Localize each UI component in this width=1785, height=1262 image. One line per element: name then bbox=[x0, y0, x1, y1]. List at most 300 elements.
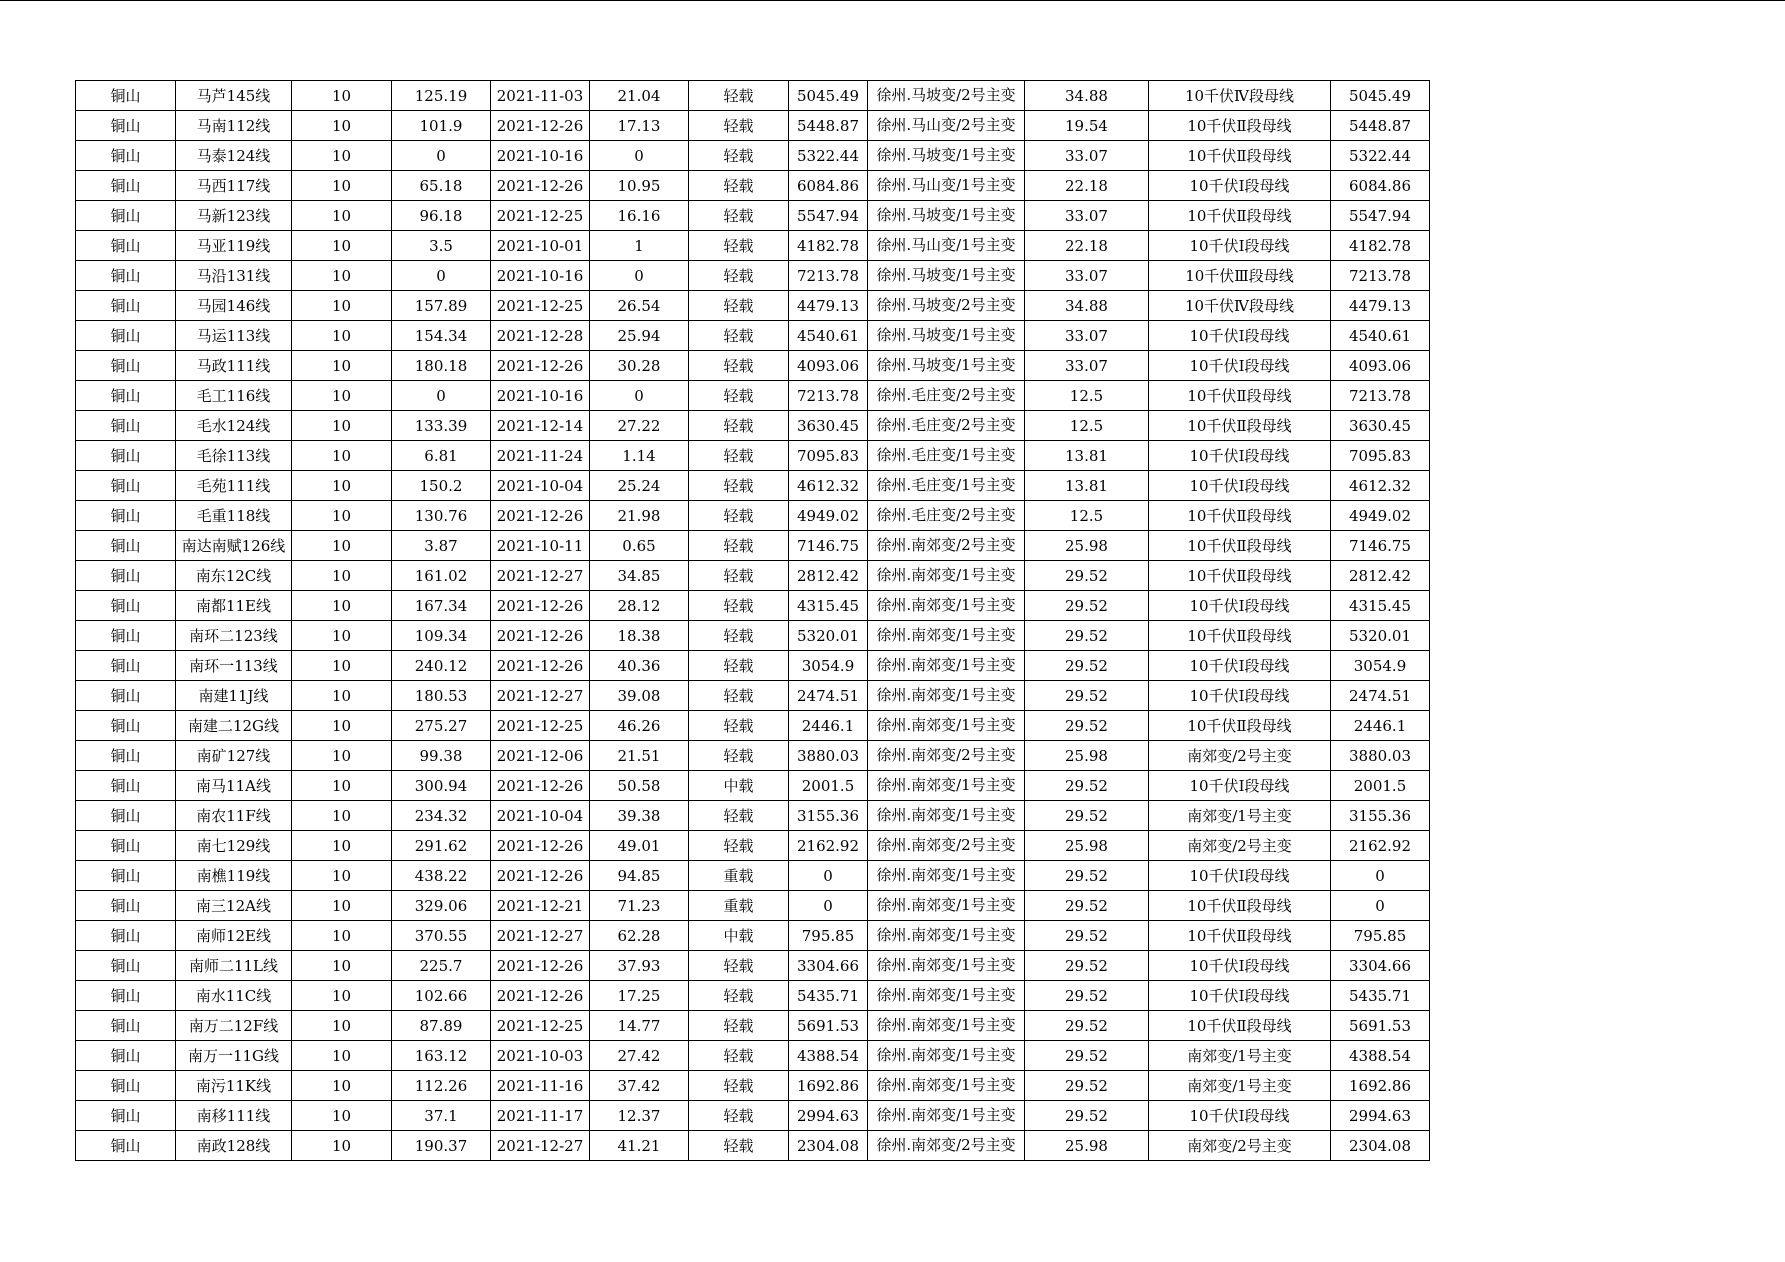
cell-district: 铜山 bbox=[76, 1041, 176, 1071]
cell-feeder-name: 毛水124线 bbox=[176, 411, 292, 441]
cell-voltage: 10 bbox=[292, 381, 392, 411]
cell-source-transformer: 徐州.南郊变/1号主变 bbox=[868, 771, 1025, 801]
cell-remaining-capacity: 4540.61 bbox=[1331, 321, 1430, 351]
cell-voltage: 10 bbox=[292, 801, 392, 831]
table-row bbox=[76, 111, 1430, 141]
table-row bbox=[76, 381, 1430, 411]
cell-feeder-name: 马新123线 bbox=[176, 201, 292, 231]
cell-feeder-name: 南建11J线 bbox=[176, 681, 292, 711]
cell-bus-section: 10千伏Ⅰ段母线 bbox=[1149, 351, 1331, 381]
cell-available-capacity: 4540.61 bbox=[789, 321, 868, 351]
cell-load-status: 轻载 bbox=[689, 651, 789, 681]
cell-load-status: 轻载 bbox=[689, 1131, 789, 1161]
cell-load-status: 轻载 bbox=[689, 471, 789, 501]
cell-current: 150.2 bbox=[392, 471, 491, 501]
cell-bus-section: 10千伏Ⅱ段母线 bbox=[1149, 141, 1331, 171]
cell-load-rate: 14.77 bbox=[590, 1011, 689, 1041]
cell-feeder-name: 南东12C线 bbox=[176, 561, 292, 591]
cell-remaining-capacity: 2994.63 bbox=[1331, 1101, 1430, 1131]
cell-available-capacity: 0 bbox=[789, 891, 868, 921]
cell-feeder-name: 南达南赋126线 bbox=[176, 531, 292, 561]
cell-date: 2021-12-25 bbox=[491, 291, 590, 321]
cell-transformer-load-rate: 29.52 bbox=[1025, 951, 1149, 981]
table-row bbox=[76, 321, 1430, 351]
cell-voltage: 10 bbox=[292, 261, 392, 291]
table-row bbox=[76, 471, 1430, 501]
cell-date: 2021-12-26 bbox=[491, 951, 590, 981]
cell-load-status: 轻载 bbox=[689, 1011, 789, 1041]
cell-transformer-load-rate: 13.81 bbox=[1025, 471, 1149, 501]
cell-voltage: 10 bbox=[292, 1131, 392, 1161]
cell-date: 2021-12-26 bbox=[491, 831, 590, 861]
cell-load-status: 轻载 bbox=[689, 1101, 789, 1131]
cell-load-status: 轻载 bbox=[689, 981, 789, 1011]
cell-bus-section: 10千伏Ⅰ段母线 bbox=[1149, 231, 1331, 261]
cell-feeder-name: 马泰124线 bbox=[176, 141, 292, 171]
cell-source-transformer: 徐州.毛庄变/1号主变 bbox=[868, 441, 1025, 471]
cell-load-status: 轻载 bbox=[689, 381, 789, 411]
cell-transformer-load-rate: 29.52 bbox=[1025, 1071, 1149, 1101]
cell-source-transformer: 徐州.马山变/1号主变 bbox=[868, 231, 1025, 261]
cell-date: 2021-10-04 bbox=[491, 801, 590, 831]
table-row bbox=[76, 621, 1430, 651]
cell-transformer-load-rate: 29.52 bbox=[1025, 1101, 1149, 1131]
feeder-load-table bbox=[75, 80, 1430, 1161]
cell-current: 275.27 bbox=[392, 711, 491, 741]
cell-district: 铜山 bbox=[76, 651, 176, 681]
cell-voltage: 10 bbox=[292, 651, 392, 681]
cell-remaining-capacity: 7213.78 bbox=[1331, 381, 1430, 411]
cell-load-rate: 12.37 bbox=[590, 1101, 689, 1131]
cell-remaining-capacity: 4479.13 bbox=[1331, 291, 1430, 321]
cell-load-rate: 17.25 bbox=[590, 981, 689, 1011]
table-row bbox=[76, 681, 1430, 711]
cell-bus-section: 南郊变/1号主变 bbox=[1149, 1041, 1331, 1071]
cell-source-transformer: 徐州.马坡变/1号主变 bbox=[868, 141, 1025, 171]
cell-current: 0 bbox=[392, 381, 491, 411]
cell-date: 2021-12-26 bbox=[491, 501, 590, 531]
cell-feeder-name: 南建二12G线 bbox=[176, 711, 292, 741]
cell-available-capacity: 2474.51 bbox=[789, 681, 868, 711]
table-row bbox=[76, 1071, 1430, 1101]
cell-bus-section: 南郊变/1号主变 bbox=[1149, 801, 1331, 831]
table-row bbox=[76, 891, 1430, 921]
cell-bus-section: 南郊变/2号主变 bbox=[1149, 1131, 1331, 1161]
cell-current: 438.22 bbox=[392, 861, 491, 891]
cell-available-capacity: 795.85 bbox=[789, 921, 868, 951]
cell-load-status: 重载 bbox=[689, 891, 789, 921]
cell-load-rate: 94.85 bbox=[590, 861, 689, 891]
cell-available-capacity: 7213.78 bbox=[789, 381, 868, 411]
cell-voltage: 10 bbox=[292, 291, 392, 321]
cell-district: 铜山 bbox=[76, 291, 176, 321]
cell-load-rate: 1 bbox=[590, 231, 689, 261]
cell-date: 2021-11-17 bbox=[491, 1101, 590, 1131]
cell-available-capacity: 3630.45 bbox=[789, 411, 868, 441]
cell-available-capacity: 4182.78 bbox=[789, 231, 868, 261]
cell-available-capacity: 2001.5 bbox=[789, 771, 868, 801]
cell-feeder-name: 南农11F线 bbox=[176, 801, 292, 831]
cell-source-transformer: 徐州.南郊变/1号主变 bbox=[868, 711, 1025, 741]
cell-available-capacity: 4949.02 bbox=[789, 501, 868, 531]
cell-available-capacity: 3155.36 bbox=[789, 801, 868, 831]
cell-date: 2021-12-27 bbox=[491, 681, 590, 711]
cell-district: 铜山 bbox=[76, 621, 176, 651]
cell-voltage: 10 bbox=[292, 831, 392, 861]
cell-bus-section: 南郊变/1号主变 bbox=[1149, 1071, 1331, 1101]
cell-transformer-load-rate: 13.81 bbox=[1025, 441, 1149, 471]
cell-transformer-load-rate: 29.52 bbox=[1025, 591, 1149, 621]
cell-voltage: 10 bbox=[292, 351, 392, 381]
cell-source-transformer: 徐州.南郊变/1号主变 bbox=[868, 1071, 1025, 1101]
cell-district: 铜山 bbox=[76, 591, 176, 621]
cell-remaining-capacity: 6084.86 bbox=[1331, 171, 1430, 201]
cell-remaining-capacity: 3630.45 bbox=[1331, 411, 1430, 441]
cell-district: 铜山 bbox=[76, 1011, 176, 1041]
cell-transformer-load-rate: 29.52 bbox=[1025, 1041, 1149, 1071]
cell-load-status: 轻载 bbox=[689, 681, 789, 711]
cell-available-capacity: 2162.92 bbox=[789, 831, 868, 861]
cell-district: 铜山 bbox=[76, 141, 176, 171]
cell-current: 225.7 bbox=[392, 951, 491, 981]
cell-source-transformer: 徐州.毛庄变/2号主变 bbox=[868, 501, 1025, 531]
cell-load-rate: 40.36 bbox=[590, 651, 689, 681]
cell-remaining-capacity: 3304.66 bbox=[1331, 951, 1430, 981]
cell-transformer-load-rate: 29.52 bbox=[1025, 921, 1149, 951]
cell-district: 铜山 bbox=[76, 171, 176, 201]
table-row bbox=[76, 951, 1430, 981]
cell-bus-section: 10千伏Ⅱ段母线 bbox=[1149, 891, 1331, 921]
cell-load-rate: 62.28 bbox=[590, 921, 689, 951]
cell-voltage: 10 bbox=[292, 861, 392, 891]
table-row bbox=[76, 771, 1430, 801]
cell-remaining-capacity: 5322.44 bbox=[1331, 141, 1430, 171]
cell-source-transformer: 徐州.南郊变/2号主变 bbox=[868, 1131, 1025, 1161]
cell-load-rate: 28.12 bbox=[590, 591, 689, 621]
cell-transformer-load-rate: 33.07 bbox=[1025, 201, 1149, 231]
cell-load-status: 轻载 bbox=[689, 531, 789, 561]
cell-date: 2021-10-04 bbox=[491, 471, 590, 501]
cell-date: 2021-11-03 bbox=[491, 81, 590, 111]
cell-district: 铜山 bbox=[76, 1131, 176, 1161]
cell-current: 180.53 bbox=[392, 681, 491, 711]
cell-load-status: 轻载 bbox=[689, 591, 789, 621]
cell-voltage: 10 bbox=[292, 111, 392, 141]
cell-remaining-capacity: 4182.78 bbox=[1331, 231, 1430, 261]
cell-date: 2021-10-01 bbox=[491, 231, 590, 261]
cell-district: 铜山 bbox=[76, 321, 176, 351]
table-row bbox=[76, 1101, 1430, 1131]
cell-feeder-name: 南樵119线 bbox=[176, 861, 292, 891]
cell-bus-section: 10千伏Ⅰ段母线 bbox=[1149, 441, 1331, 471]
cell-transformer-load-rate: 29.52 bbox=[1025, 801, 1149, 831]
cell-bus-section: 10千伏Ⅱ段母线 bbox=[1149, 711, 1331, 741]
cell-source-transformer: 徐州.南郊变/2号主变 bbox=[868, 741, 1025, 771]
cell-source-transformer: 徐州.南郊变/1号主变 bbox=[868, 1041, 1025, 1071]
cell-voltage: 10 bbox=[292, 441, 392, 471]
cell-voltage: 10 bbox=[292, 561, 392, 591]
cell-date: 2021-12-21 bbox=[491, 891, 590, 921]
cell-load-status: 轻载 bbox=[689, 81, 789, 111]
cell-date: 2021-12-26 bbox=[491, 651, 590, 681]
table-row bbox=[76, 831, 1430, 861]
table-row bbox=[76, 1131, 1430, 1161]
cell-feeder-name: 南环二123线 bbox=[176, 621, 292, 651]
cell-current: 370.55 bbox=[392, 921, 491, 951]
cell-transformer-load-rate: 22.18 bbox=[1025, 171, 1149, 201]
cell-feeder-name: 南七129线 bbox=[176, 831, 292, 861]
cell-date: 2021-11-16 bbox=[491, 1071, 590, 1101]
cell-bus-section: 10千伏Ⅱ段母线 bbox=[1149, 1011, 1331, 1041]
cell-date: 2021-10-11 bbox=[491, 531, 590, 561]
cell-voltage: 10 bbox=[292, 921, 392, 951]
cell-date: 2021-12-26 bbox=[491, 591, 590, 621]
cell-bus-section: 10千伏Ⅳ段母线 bbox=[1149, 81, 1331, 111]
cell-source-transformer: 徐州.南郊变/1号主变 bbox=[868, 591, 1025, 621]
cell-load-status: 轻载 bbox=[689, 711, 789, 741]
cell-remaining-capacity: 5691.53 bbox=[1331, 1011, 1430, 1041]
cell-remaining-capacity: 4949.02 bbox=[1331, 501, 1430, 531]
cell-remaining-capacity: 7095.83 bbox=[1331, 441, 1430, 471]
cell-load-status: 轻载 bbox=[689, 561, 789, 591]
cell-source-transformer: 徐州.马坡变/1号主变 bbox=[868, 201, 1025, 231]
cell-load-status: 轻载 bbox=[689, 1041, 789, 1071]
cell-voltage: 10 bbox=[292, 1011, 392, 1041]
cell-load-status: 中载 bbox=[689, 771, 789, 801]
cell-district: 铜山 bbox=[76, 81, 176, 111]
cell-transformer-load-rate: 29.52 bbox=[1025, 651, 1149, 681]
cell-current: 300.94 bbox=[392, 771, 491, 801]
cell-current: 0 bbox=[392, 141, 491, 171]
cell-remaining-capacity: 7213.78 bbox=[1331, 261, 1430, 291]
cell-date: 2021-11-24 bbox=[491, 441, 590, 471]
cell-voltage: 10 bbox=[292, 1071, 392, 1101]
cell-bus-section: 10千伏Ⅱ段母线 bbox=[1149, 621, 1331, 651]
cell-date: 2021-12-26 bbox=[491, 111, 590, 141]
cell-available-capacity: 2446.1 bbox=[789, 711, 868, 741]
cell-bus-section: 10千伏Ⅱ段母线 bbox=[1149, 561, 1331, 591]
cell-remaining-capacity: 7146.75 bbox=[1331, 531, 1430, 561]
cell-district: 铜山 bbox=[76, 201, 176, 231]
cell-bus-section: 10千伏Ⅰ段母线 bbox=[1149, 981, 1331, 1011]
cell-current: 112.26 bbox=[392, 1071, 491, 1101]
cell-load-rate: 10.95 bbox=[590, 171, 689, 201]
cell-bus-section: 10千伏Ⅲ段母线 bbox=[1149, 261, 1331, 291]
cell-voltage: 10 bbox=[292, 471, 392, 501]
cell-load-status: 轻载 bbox=[689, 1071, 789, 1101]
cell-district: 铜山 bbox=[76, 771, 176, 801]
cell-available-capacity: 0 bbox=[789, 861, 868, 891]
cell-district: 铜山 bbox=[76, 681, 176, 711]
cell-source-transformer: 徐州.南郊变/1号主变 bbox=[868, 621, 1025, 651]
table-row bbox=[76, 741, 1430, 771]
cell-feeder-name: 毛徐113线 bbox=[176, 441, 292, 471]
cell-load-status: 轻载 bbox=[689, 111, 789, 141]
cell-bus-section: 10千伏Ⅱ段母线 bbox=[1149, 381, 1331, 411]
cell-source-transformer: 徐州.马山变/1号主变 bbox=[868, 171, 1025, 201]
cell-transformer-load-rate: 25.98 bbox=[1025, 531, 1149, 561]
cell-feeder-name: 南马11A线 bbox=[176, 771, 292, 801]
table-row bbox=[76, 711, 1430, 741]
cell-remaining-capacity: 5320.01 bbox=[1331, 621, 1430, 651]
cell-transformer-load-rate: 29.52 bbox=[1025, 621, 1149, 651]
cell-district: 铜山 bbox=[76, 501, 176, 531]
cell-remaining-capacity: 2304.08 bbox=[1331, 1131, 1430, 1161]
cell-voltage: 10 bbox=[292, 951, 392, 981]
cell-date: 2021-12-28 bbox=[491, 321, 590, 351]
cell-voltage: 10 bbox=[292, 171, 392, 201]
cell-voltage: 10 bbox=[292, 321, 392, 351]
cell-available-capacity: 5045.49 bbox=[789, 81, 868, 111]
cell-load-status: 轻载 bbox=[689, 831, 789, 861]
cell-remaining-capacity: 5435.71 bbox=[1331, 981, 1430, 1011]
cell-date: 2021-12-25 bbox=[491, 1011, 590, 1041]
cell-date: 2021-10-16 bbox=[491, 141, 590, 171]
cell-load-rate: 46.26 bbox=[590, 711, 689, 741]
cell-source-transformer: 徐州.南郊变/1号主变 bbox=[868, 921, 1025, 951]
cell-load-rate: 50.58 bbox=[590, 771, 689, 801]
cell-remaining-capacity: 3880.03 bbox=[1331, 741, 1430, 771]
cell-load-rate: 37.93 bbox=[590, 951, 689, 981]
cell-load-rate: 17.13 bbox=[590, 111, 689, 141]
cell-load-status: 轻载 bbox=[689, 411, 789, 441]
cell-remaining-capacity: 4612.32 bbox=[1331, 471, 1430, 501]
cell-source-transformer: 徐州.南郊变/1号主变 bbox=[868, 561, 1025, 591]
cell-district: 铜山 bbox=[76, 231, 176, 261]
cell-load-status: 轻载 bbox=[689, 741, 789, 771]
cell-date: 2021-10-16 bbox=[491, 261, 590, 291]
cell-date: 2021-12-26 bbox=[491, 861, 590, 891]
cell-date: 2021-12-27 bbox=[491, 1131, 590, 1161]
cell-load-rate: 49.01 bbox=[590, 831, 689, 861]
cell-remaining-capacity: 3054.9 bbox=[1331, 651, 1430, 681]
table-row bbox=[76, 501, 1430, 531]
cell-available-capacity: 7213.78 bbox=[789, 261, 868, 291]
cell-voltage: 10 bbox=[292, 411, 392, 441]
cell-date: 2021-12-27 bbox=[491, 921, 590, 951]
cell-transformer-load-rate: 29.52 bbox=[1025, 861, 1149, 891]
cell-available-capacity: 4612.32 bbox=[789, 471, 868, 501]
cell-district: 铜山 bbox=[76, 801, 176, 831]
cell-available-capacity: 5448.87 bbox=[789, 111, 868, 141]
cell-date: 2021-12-26 bbox=[491, 171, 590, 201]
cell-load-rate: 39.08 bbox=[590, 681, 689, 711]
cell-current: 133.39 bbox=[392, 411, 491, 441]
cell-bus-section: 10千伏Ⅱ段母线 bbox=[1149, 501, 1331, 531]
table-row bbox=[76, 411, 1430, 441]
cell-district: 铜山 bbox=[76, 951, 176, 981]
cell-bus-section: 10千伏Ⅰ段母线 bbox=[1149, 471, 1331, 501]
table-row bbox=[76, 921, 1430, 951]
cell-voltage: 10 bbox=[292, 1041, 392, 1071]
cell-district: 铜山 bbox=[76, 471, 176, 501]
cell-voltage: 10 bbox=[292, 141, 392, 171]
cell-load-rate: 21.51 bbox=[590, 741, 689, 771]
cell-district: 铜山 bbox=[76, 741, 176, 771]
cell-available-capacity: 2304.08 bbox=[789, 1131, 868, 1161]
cell-date: 2021-12-26 bbox=[491, 981, 590, 1011]
cell-available-capacity: 1692.86 bbox=[789, 1071, 868, 1101]
cell-bus-section: 10千伏Ⅰ段母线 bbox=[1149, 591, 1331, 621]
table-row bbox=[76, 981, 1430, 1011]
cell-load-rate: 21.98 bbox=[590, 501, 689, 531]
cell-current: 190.37 bbox=[392, 1131, 491, 1161]
cell-transformer-load-rate: 29.52 bbox=[1025, 771, 1149, 801]
cell-district: 铜山 bbox=[76, 711, 176, 741]
cell-source-transformer: 徐州.马山变/2号主变 bbox=[868, 111, 1025, 141]
cell-district: 铜山 bbox=[76, 831, 176, 861]
cell-load-rate: 34.85 bbox=[590, 561, 689, 591]
cell-available-capacity: 5547.94 bbox=[789, 201, 868, 231]
cell-bus-section: 10千伏Ⅱ段母线 bbox=[1149, 111, 1331, 141]
table-row bbox=[76, 201, 1430, 231]
cell-district: 铜山 bbox=[76, 561, 176, 591]
cell-load-status: 轻载 bbox=[689, 261, 789, 291]
cell-source-transformer: 徐州.马坡变/1号主变 bbox=[868, 321, 1025, 351]
table-row bbox=[76, 171, 1430, 201]
cell-load-rate: 27.22 bbox=[590, 411, 689, 441]
cell-voltage: 10 bbox=[292, 231, 392, 261]
cell-district: 铜山 bbox=[76, 1071, 176, 1101]
cell-bus-section: 南郊变/2号主变 bbox=[1149, 831, 1331, 861]
cell-feeder-name: 南环一113线 bbox=[176, 651, 292, 681]
cell-transformer-load-rate: 25.98 bbox=[1025, 741, 1149, 771]
cell-source-transformer: 徐州.南郊变/1号主变 bbox=[868, 801, 1025, 831]
cell-load-rate: 25.94 bbox=[590, 321, 689, 351]
cell-source-transformer: 徐州.南郊变/2号主变 bbox=[868, 831, 1025, 861]
cell-available-capacity: 2812.42 bbox=[789, 561, 868, 591]
cell-date: 2021-12-26 bbox=[491, 621, 590, 651]
cell-load-status: 轻载 bbox=[689, 291, 789, 321]
cell-load-rate: 0 bbox=[590, 141, 689, 171]
cell-load-status: 轻载 bbox=[689, 441, 789, 471]
cell-remaining-capacity: 2474.51 bbox=[1331, 681, 1430, 711]
cell-district: 铜山 bbox=[76, 531, 176, 561]
cell-date: 2021-12-06 bbox=[491, 741, 590, 771]
cell-source-transformer: 徐州.南郊变/1号主变 bbox=[868, 891, 1025, 921]
cell-feeder-name: 毛苑111线 bbox=[176, 471, 292, 501]
cell-feeder-name: 南污11K线 bbox=[176, 1071, 292, 1101]
cell-available-capacity: 4479.13 bbox=[789, 291, 868, 321]
cell-load-status: 轻载 bbox=[689, 321, 789, 351]
cell-bus-section: 南郊变/2号主变 bbox=[1149, 741, 1331, 771]
cell-voltage: 10 bbox=[292, 591, 392, 621]
cell-voltage: 10 bbox=[292, 1101, 392, 1131]
cell-transformer-load-rate: 29.52 bbox=[1025, 981, 1149, 1011]
cell-source-transformer: 徐州.毛庄变/1号主变 bbox=[868, 471, 1025, 501]
cell-source-transformer: 徐州.毛庄变/2号主变 bbox=[868, 381, 1025, 411]
cell-feeder-name: 马沿131线 bbox=[176, 261, 292, 291]
cell-available-capacity: 3304.66 bbox=[789, 951, 868, 981]
table-row bbox=[76, 291, 1430, 321]
cell-current: 0 bbox=[392, 261, 491, 291]
table-row bbox=[76, 441, 1430, 471]
cell-transformer-load-rate: 22.18 bbox=[1025, 231, 1149, 261]
cell-transformer-load-rate: 29.52 bbox=[1025, 561, 1149, 591]
cell-feeder-name: 南三12A线 bbox=[176, 891, 292, 921]
cell-current: 291.62 bbox=[392, 831, 491, 861]
cell-remaining-capacity: 4093.06 bbox=[1331, 351, 1430, 381]
cell-feeder-name: 南都11E线 bbox=[176, 591, 292, 621]
table-row bbox=[76, 231, 1430, 261]
cell-transformer-load-rate: 25.98 bbox=[1025, 1131, 1149, 1161]
cell-transformer-load-rate: 19.54 bbox=[1025, 111, 1149, 141]
cell-current: 329.06 bbox=[392, 891, 491, 921]
cell-remaining-capacity: 0 bbox=[1331, 861, 1430, 891]
cell-load-status: 轻载 bbox=[689, 951, 789, 981]
cell-feeder-name: 南师12E线 bbox=[176, 921, 292, 951]
cell-source-transformer: 徐州.南郊变/1号主变 bbox=[868, 981, 1025, 1011]
